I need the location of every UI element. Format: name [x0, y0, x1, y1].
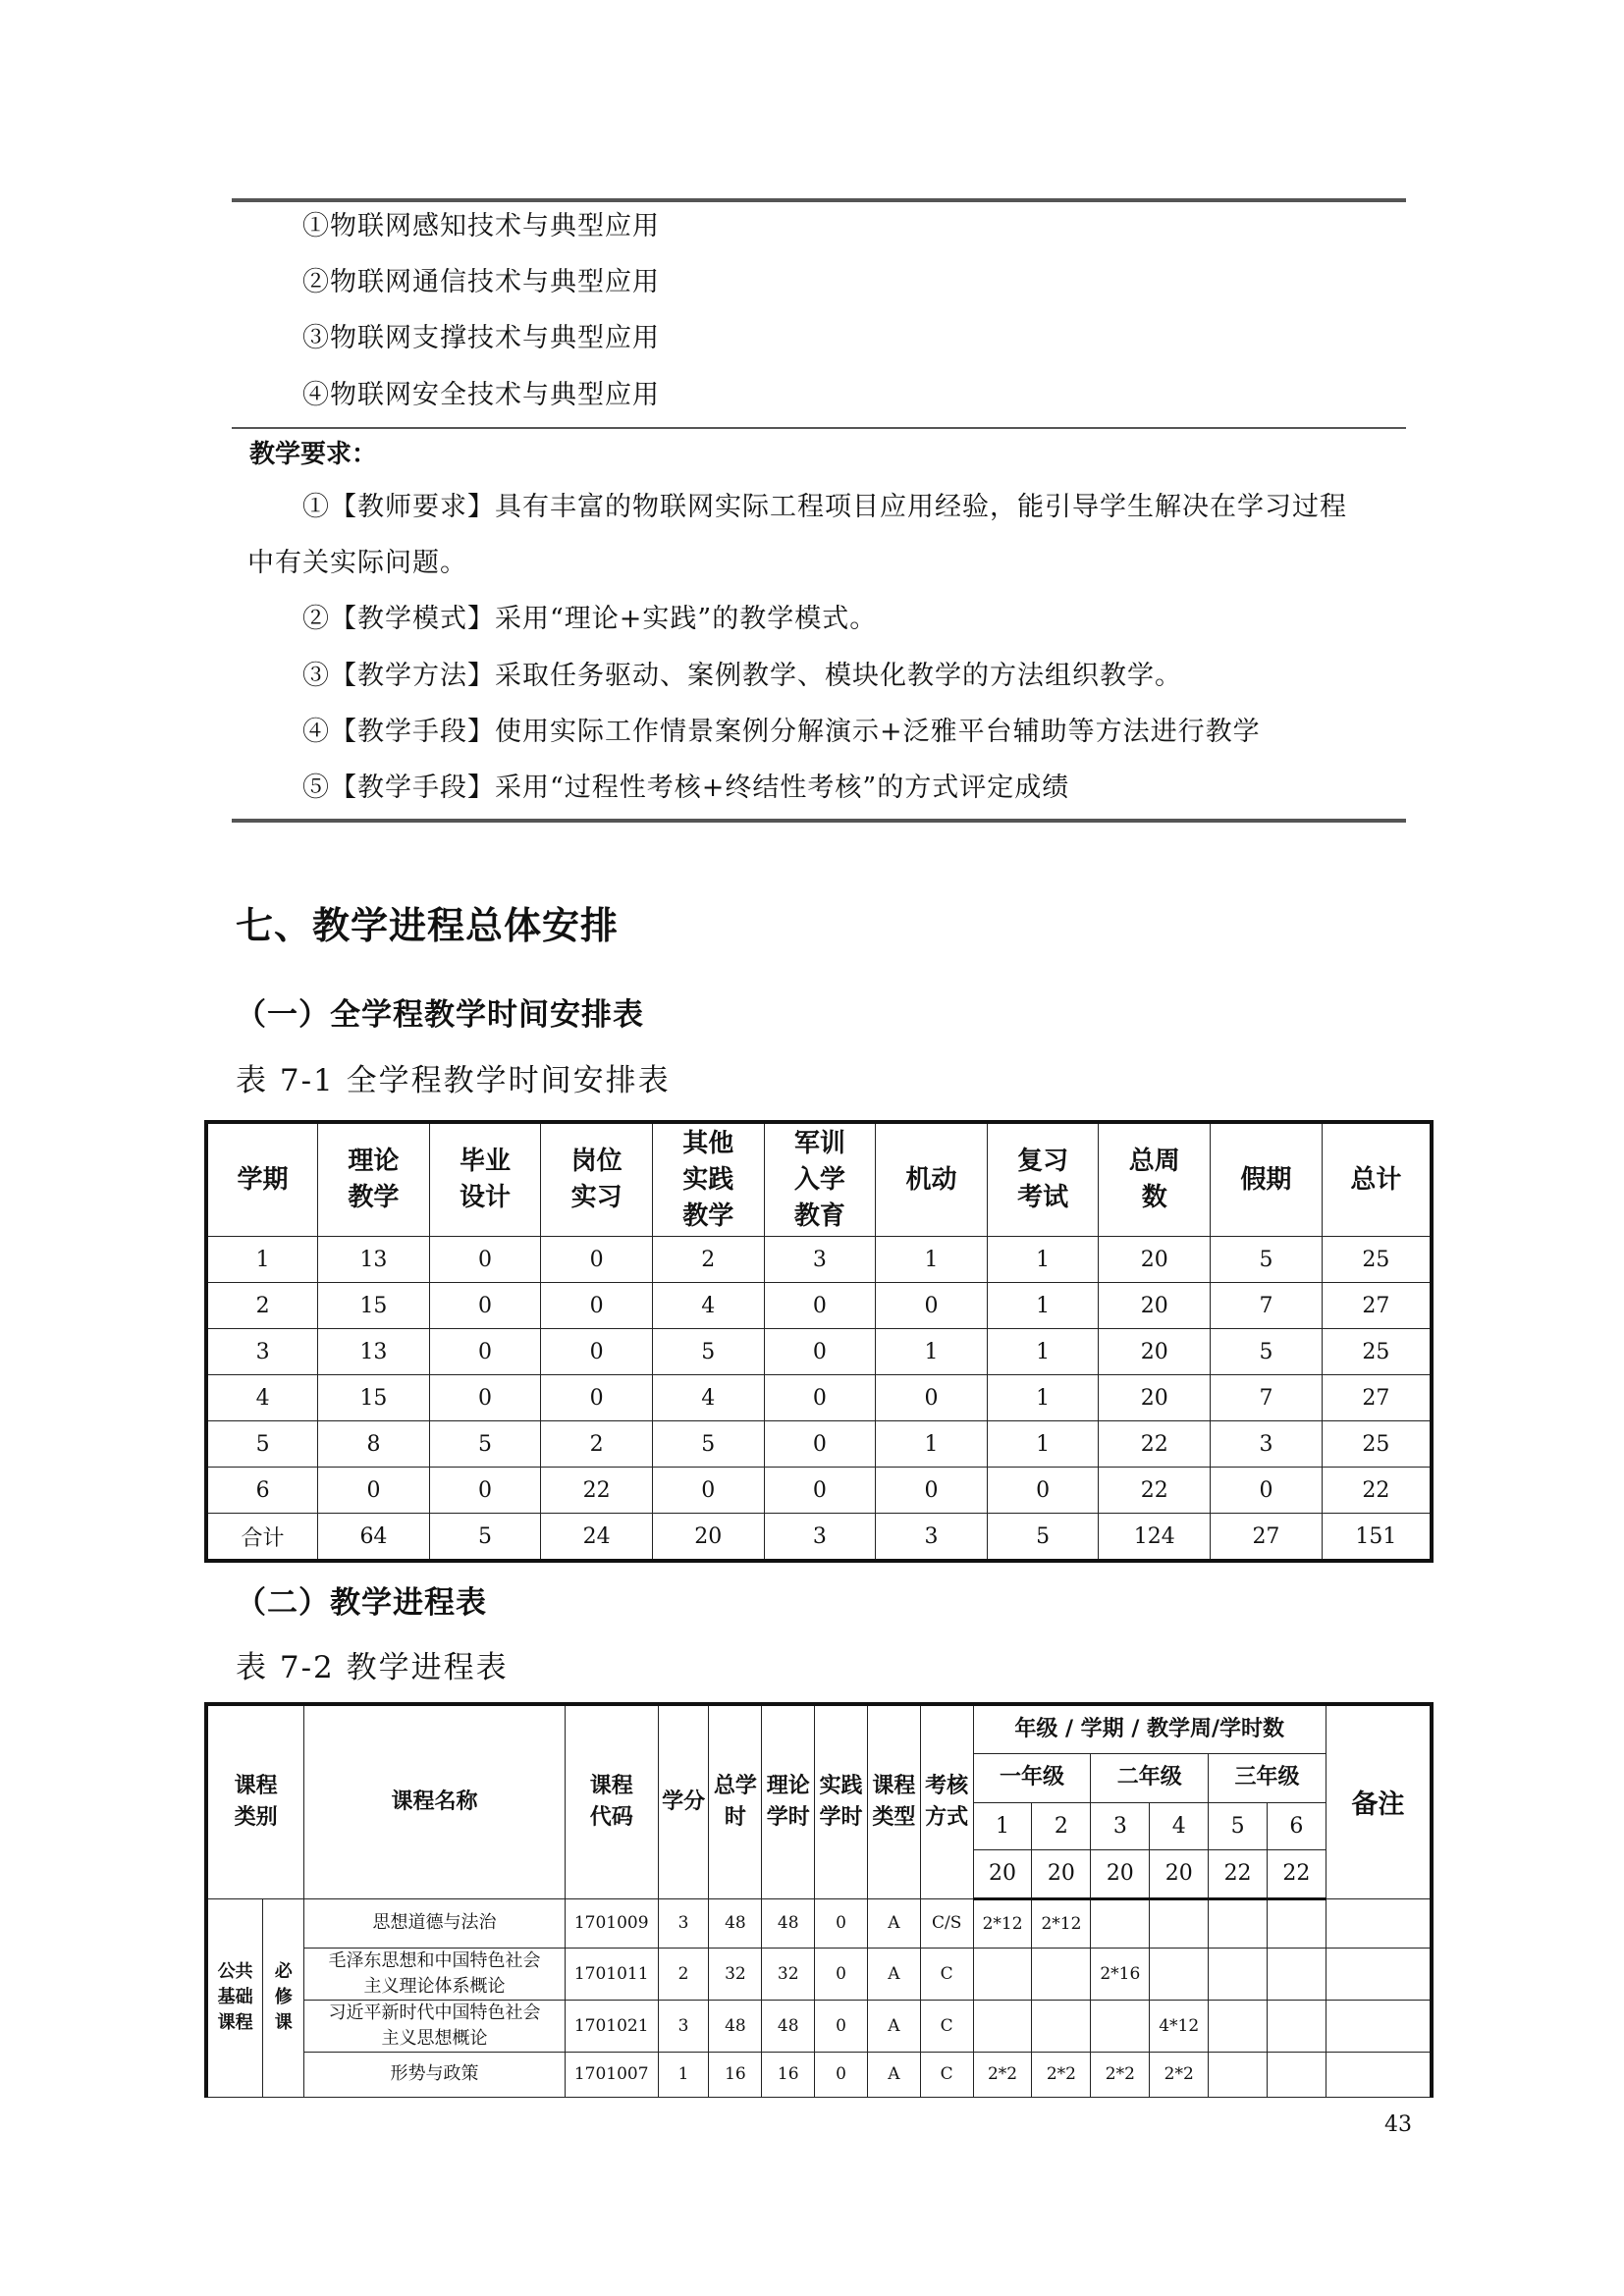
- table-1-header-cell: [318, 1122, 430, 1237]
- table-cell: 6: [206, 1468, 318, 1514]
- table-cell: 0: [1211, 1468, 1323, 1514]
- semester-hours-cell: [1209, 2052, 1268, 2097]
- table-cell: 3: [764, 1514, 876, 1562]
- header-semester: 2: [1032, 1802, 1091, 1849]
- table-1-header-cell: [1211, 1122, 1323, 1237]
- table-cell: 0: [876, 1283, 988, 1329]
- table-cell: 3: [206, 1329, 318, 1375]
- table-cell: 3: [876, 1514, 988, 1562]
- requirement-1-line-1: ①【教师要求】具有丰富的物联网实际工程项目应用经验，能引导学生解决在学习过程: [302, 492, 1347, 522]
- table-row: [206, 2052, 1432, 2097]
- semester-hours-cell: [1150, 1898, 1209, 1948]
- requirement-2: ②【教学模式】采用“理论+实践”的教学模式。: [302, 604, 878, 634]
- table-1-header-text: 其他: [682, 1128, 734, 1158]
- requirement-5: ⑤【教学手段】采用“过程性考核+终结性考核”的方式评定成绩: [302, 773, 1070, 803]
- semester-hours-cell: [1032, 1948, 1091, 2000]
- practice-hours-cell: 0: [815, 2000, 868, 2052]
- bottom-rule: [232, 819, 1406, 823]
- table-cell: 151: [1322, 1514, 1432, 1562]
- table-row: [206, 1329, 1432, 1375]
- semester-hours-cell: [1091, 1898, 1150, 1948]
- table-cell: 64: [318, 1514, 430, 1562]
- assessment-cell: C/S: [920, 1898, 973, 1948]
- table-cell: 0: [764, 1329, 876, 1375]
- table-row: [206, 1468, 1432, 1514]
- course-code-cell: 1701009: [565, 1898, 658, 1948]
- subcategory-label: 课: [274, 2012, 293, 2033]
- credits-cell: 3: [658, 2000, 709, 2052]
- requirements-title: 教学要求：: [249, 440, 378, 469]
- table-cell: 1: [206, 1237, 318, 1283]
- content-item-3: ③物联网支撑技术与典型应用: [302, 323, 660, 353]
- table-cell: 4: [206, 1375, 318, 1421]
- table-cell: 5: [1211, 1329, 1323, 1375]
- remarks-cell: [1326, 1898, 1432, 1948]
- section-title: 七、教学进程总体安排: [236, 904, 620, 947]
- table-1-header-text: 实习: [570, 1183, 623, 1212]
- table-cell: 5: [652, 1329, 764, 1375]
- table-cell: 15: [318, 1375, 430, 1421]
- table-cell: 25: [1322, 1421, 1432, 1468]
- table-1-header-cell: [764, 1122, 876, 1237]
- semester-hours-cell: [973, 1948, 1032, 2000]
- header-practice-line-2: 学时: [819, 1804, 863, 1830]
- header-theory-line-2: 学时: [766, 1804, 810, 1830]
- semester-hours-cell: [973, 2000, 1032, 2052]
- header-practice-line-1: 实践: [819, 1773, 863, 1798]
- course-name-text: 思想道德与法治: [372, 1912, 497, 1933]
- semester-hours-cell: [1209, 1948, 1268, 2000]
- table-cell: 22: [1322, 1468, 1432, 1514]
- divider-rule: [232, 427, 1406, 429]
- semester-hours-cell: 2*2: [1150, 2052, 1209, 2097]
- table-row: [206, 1283, 1432, 1329]
- total-hours-cell: 48: [709, 2000, 762, 2052]
- table-cell: 20: [1099, 1329, 1211, 1375]
- table-cell: 4: [652, 1375, 764, 1421]
- header-year-1: 一年级: [973, 1753, 1091, 1802]
- header-code-line-1: 课程: [589, 1773, 633, 1798]
- content-item-4: ④物联网安全技术与典型应用: [302, 380, 660, 410]
- credits-cell: 2: [658, 1948, 709, 2000]
- course-type-cell: A: [867, 1898, 920, 1948]
- table-cell: 5: [429, 1514, 541, 1562]
- table-cell: 1: [987, 1237, 1099, 1283]
- course-name-cell: [304, 1948, 566, 2000]
- header-course-name: 课程名称: [304, 1704, 566, 1898]
- table-cell: 0: [429, 1468, 541, 1514]
- table-cell: 7: [1211, 1375, 1323, 1421]
- header-weeks: 20: [1091, 1849, 1150, 1898]
- table-cell: 0: [987, 1468, 1099, 1514]
- table-cell: 7: [1211, 1283, 1323, 1329]
- semester-hours-cell: [1209, 1898, 1268, 1948]
- table-cell: 0: [541, 1237, 653, 1283]
- course-name-cell: [304, 2000, 566, 2052]
- semester-hours-cell: [1267, 1948, 1326, 2000]
- category-label: 课程: [217, 2012, 253, 2033]
- header-weeks: 20: [1032, 1849, 1091, 1898]
- semester-hours-cell: 2*2: [1091, 2052, 1150, 2097]
- table-cell: 20: [1099, 1283, 1211, 1329]
- theory-hours-cell: 16: [762, 2052, 815, 2097]
- header-semester: 1: [973, 1802, 1032, 1849]
- credits-cell: 3: [658, 1898, 709, 1948]
- total-hours-cell: 16: [709, 2052, 762, 2097]
- table-cell: 5: [987, 1514, 1099, 1562]
- table-1-header-text: 岗位: [570, 1147, 623, 1176]
- table-cell: 0: [318, 1468, 430, 1514]
- table-2-caption: 表 7-2 教学进程表: [236, 1650, 509, 1685]
- theory-hours-cell: 48: [762, 1898, 815, 1948]
- table-cell: 4: [652, 1283, 764, 1329]
- table-cell: 3: [764, 1237, 876, 1283]
- header-year-2: 二年级: [1091, 1753, 1209, 1802]
- page-number: 43: [1384, 2112, 1412, 2137]
- semester-hours-cell: 2*12: [973, 1898, 1032, 1948]
- header-total-hours: [709, 1704, 762, 1898]
- course-name-cell: [304, 1898, 566, 1948]
- header-year-3: 三年级: [1209, 1753, 1326, 1802]
- header-total-line-1: 总学: [713, 1773, 757, 1798]
- course-code-cell: 1701011: [565, 1948, 658, 2000]
- table-1-header-text: 设计: [460, 1183, 512, 1212]
- table-1-header-cell: [429, 1122, 541, 1237]
- table-1-caption: 表 7-1 全学程教学时间安排表: [236, 1063, 671, 1098]
- subsection-2-title: （二）教学进程表: [236, 1585, 487, 1621]
- table-cell: 0: [541, 1283, 653, 1329]
- table-1-header-text: 教育: [793, 1201, 845, 1231]
- table-cell: 25: [1322, 1237, 1432, 1283]
- theory-hours-cell: 32: [762, 1948, 815, 2000]
- subcategory-label: 必: [274, 1961, 293, 1982]
- course-type-cell: A: [867, 2052, 920, 2097]
- table-1-header-text: 实践: [682, 1164, 734, 1195]
- table-1-header-cell: [1322, 1122, 1432, 1237]
- semester-hours-cell: 2*2: [1032, 2052, 1091, 2097]
- course-name-text: 习近平新时代中国特色社会: [328, 2002, 541, 2023]
- table-row: [206, 1948, 1432, 2000]
- remarks-cell: [1326, 2052, 1432, 2097]
- total-hours-cell: 48: [709, 1898, 762, 1948]
- semester-hours-cell: 4*12: [1150, 2000, 1209, 2052]
- header-theory-line-1: 理论: [766, 1773, 810, 1798]
- requirement-3: ③【教学方法】采取任务驱动、案例教学、模块化教学的方法组织教学。: [302, 661, 1182, 691]
- credits-cell: 1: [658, 2052, 709, 2097]
- semester-hours-cell: 2*16: [1091, 1948, 1150, 2000]
- table-1-header-text: 入学: [793, 1164, 845, 1195]
- semester-hours-cell: [1209, 2000, 1268, 2052]
- header-category-line-1: 课程: [234, 1773, 278, 1798]
- table-1-header-text: 教学: [348, 1183, 400, 1212]
- course-code-cell: 1701021: [565, 2000, 658, 2052]
- table-cell: 1: [876, 1421, 988, 1468]
- category-label: 公共: [217, 1961, 253, 1982]
- table-1-header-text: 毕业: [460, 1147, 512, 1176]
- table-cell: 2: [206, 1283, 318, 1329]
- course-name-text: 毛泽东思想和中国特色社会: [328, 1949, 541, 1971]
- table-cell: 27: [1322, 1283, 1432, 1329]
- table-cell: 25: [1322, 1329, 1432, 1375]
- table-cell: 1: [876, 1329, 988, 1375]
- table-cell: 2: [652, 1237, 764, 1283]
- table-1-header-cell: [206, 1122, 318, 1237]
- table-row: [206, 1898, 1432, 1948]
- table-row: [206, 1421, 1432, 1468]
- header-remarks: 备注: [1326, 1704, 1432, 1898]
- table-cell: 合计: [206, 1514, 318, 1562]
- header-practice-hours: [815, 1704, 868, 1898]
- table-1-header-text: 军训: [793, 1128, 845, 1158]
- table-cell: 1: [876, 1237, 988, 1283]
- table-1-header-cell: [1099, 1122, 1211, 1237]
- teaching-progress-table: [204, 1702, 1434, 2098]
- header-category-line-2: 类别: [234, 1804, 278, 1830]
- header-weeks: 22: [1209, 1849, 1268, 1898]
- header-assessment: [920, 1704, 973, 1898]
- table-cell: 0: [429, 1329, 541, 1375]
- requirement-4: ④【教学手段】使用实际工作情景案例分解演示+泛雅平台辅助等方法进行教学: [302, 717, 1261, 747]
- table-1-header-text: 复习: [1017, 1147, 1069, 1176]
- table-1-header-row: [206, 1122, 1432, 1237]
- table-cell: 0: [429, 1237, 541, 1283]
- course-name-text: 主义理论体系概论: [363, 1975, 506, 1997]
- table-cell: 0: [764, 1283, 876, 1329]
- table-cell: 22: [1099, 1421, 1211, 1468]
- requirement-1-line-2: 中有关实际问题。: [247, 548, 467, 578]
- table-1-header-text: 考试: [1017, 1183, 1069, 1212]
- header-weeks: 22: [1267, 1849, 1326, 1898]
- semester-hours-cell: [1267, 2052, 1326, 2097]
- table-1-header-text: 教学: [682, 1201, 734, 1231]
- header-semester: 4: [1150, 1802, 1209, 1849]
- content-item-2: ②物联网通信技术与典型应用: [302, 267, 660, 297]
- table-1-header-cell: [652, 1122, 764, 1237]
- table-cell: 0: [876, 1468, 988, 1514]
- table-cell: 5: [429, 1421, 541, 1468]
- semester-hours-cell: [1267, 1898, 1326, 1948]
- table-cell: 15: [318, 1283, 430, 1329]
- table-cell: 1: [987, 1421, 1099, 1468]
- assessment-cell: C: [920, 1948, 973, 2000]
- subsection-1-title: （一）全学程教学时间安排表: [236, 997, 644, 1033]
- header-type-line-1: 课程: [872, 1773, 916, 1798]
- table-cell: 2: [541, 1421, 653, 1468]
- table-cell: 27: [1211, 1514, 1323, 1562]
- semester-hours-cell: [1150, 1948, 1209, 2000]
- table-row: [206, 1375, 1432, 1421]
- semester-hours-cell: 2*2: [973, 2052, 1032, 2097]
- subcategory-label: 修: [274, 1987, 293, 2007]
- table-row: [206, 1514, 1432, 1562]
- theory-hours-cell: 48: [762, 2000, 815, 2052]
- table-1-header-text: 总周: [1128, 1147, 1180, 1176]
- header-total-line-2: 时: [724, 1804, 746, 1830]
- header-theory-hours: [762, 1704, 815, 1898]
- remarks-cell: [1326, 1948, 1432, 2000]
- table-cell: 0: [541, 1329, 653, 1375]
- table-cell: 22: [541, 1468, 653, 1514]
- table-cell: 0: [764, 1468, 876, 1514]
- course-subcategory-cell: [263, 1898, 304, 2097]
- table-cell: 0: [652, 1468, 764, 1514]
- header-course-type: [867, 1704, 920, 1898]
- top-rule: [232, 198, 1406, 202]
- table-cell: 20: [652, 1514, 764, 1562]
- semester-hours-cell: [1091, 2000, 1150, 2052]
- practice-hours-cell: 0: [815, 2052, 868, 2097]
- course-content-box: [232, 198, 1406, 823]
- header-semester: 5: [1209, 1802, 1268, 1849]
- table-1-header-cell: [987, 1122, 1099, 1237]
- table-cell: 0: [541, 1375, 653, 1421]
- table-cell: 1: [987, 1375, 1099, 1421]
- table-row: [206, 1237, 1432, 1283]
- course-name-text: 主义思想概论: [381, 2027, 488, 2049]
- table-cell: 1: [987, 1283, 1099, 1329]
- category-label: 基础: [217, 1987, 253, 2007]
- table-cell: 3: [1211, 1421, 1323, 1468]
- header-weeks: 20: [973, 1849, 1032, 1898]
- table-cell: 27: [1322, 1375, 1432, 1421]
- table-cell: 124: [1099, 1514, 1211, 1562]
- table-cell: 0: [429, 1375, 541, 1421]
- header-course-code: [565, 1704, 658, 1898]
- semester-hours-cell: [1032, 2000, 1091, 2052]
- table-cell: 22: [1099, 1468, 1211, 1514]
- table-1-header-text: 学期: [237, 1164, 289, 1195]
- table-cell: 5: [206, 1421, 318, 1468]
- header-semester: 3: [1091, 1802, 1150, 1849]
- semester-hours-cell: 2*12: [1032, 1898, 1091, 1948]
- table-1-header-text: 总计: [1350, 1164, 1402, 1195]
- header-assess-line-2: 方式: [925, 1804, 969, 1830]
- teaching-time-table: [204, 1120, 1434, 1563]
- header-credits: 学分: [658, 1704, 709, 1898]
- table-cell: 20: [1099, 1237, 1211, 1283]
- course-name-cell: [304, 2052, 566, 2097]
- table-1-header-text: 假期: [1240, 1164, 1292, 1195]
- table-cell: 8: [318, 1421, 430, 1468]
- course-category-cell: [206, 1898, 263, 2097]
- header-weeks: 20: [1150, 1849, 1209, 1898]
- table-cell: 13: [318, 1237, 430, 1283]
- table-cell: 20: [1099, 1375, 1211, 1421]
- practice-hours-cell: 0: [815, 1948, 868, 2000]
- header-type-line-2: 类型: [872, 1804, 916, 1830]
- table-cell: 0: [429, 1283, 541, 1329]
- table-cell: 24: [541, 1514, 653, 1562]
- course-name-text: 形势与政策: [390, 2063, 479, 2084]
- course-code-cell: 1701007: [565, 2052, 658, 2097]
- practice-hours-cell: 0: [815, 1898, 868, 1948]
- content-item-1: ①物联网感知技术与典型应用: [302, 211, 660, 241]
- semester-hours-cell: [1267, 2000, 1326, 2052]
- table-cell: 0: [764, 1375, 876, 1421]
- table-cell: 5: [652, 1421, 764, 1468]
- header-code-line-2: 代码: [589, 1804, 633, 1830]
- header-grade-group: 年级 / 学期 / 教学周/学时数: [973, 1704, 1326, 1753]
- header-course-category: [206, 1704, 304, 1898]
- table-cell: 0: [764, 1421, 876, 1468]
- table-cell: 0: [876, 1375, 988, 1421]
- total-hours-cell: 32: [709, 1948, 762, 2000]
- assessment-cell: C: [920, 2000, 973, 2052]
- table-cell: 13: [318, 1329, 430, 1375]
- header-semester: 6: [1267, 1802, 1326, 1849]
- table-cell: 1: [987, 1329, 1099, 1375]
- table-cell: 5: [1211, 1237, 1323, 1283]
- table-1-header-text: 理论: [348, 1147, 400, 1176]
- course-type-cell: A: [867, 2000, 920, 2052]
- course-type-cell: A: [867, 1948, 920, 2000]
- header-assess-line-1: 考核: [925, 1773, 969, 1798]
- remarks-cell: [1326, 2000, 1432, 2052]
- table-1-header-text: 机动: [905, 1164, 957, 1195]
- table-1-header-cell: [876, 1122, 988, 1237]
- table-1-header-text: 数: [1141, 1183, 1167, 1212]
- table-row: [206, 2000, 1432, 2052]
- assessment-cell: C: [920, 2052, 973, 2097]
- table-1-header-cell: [541, 1122, 653, 1237]
